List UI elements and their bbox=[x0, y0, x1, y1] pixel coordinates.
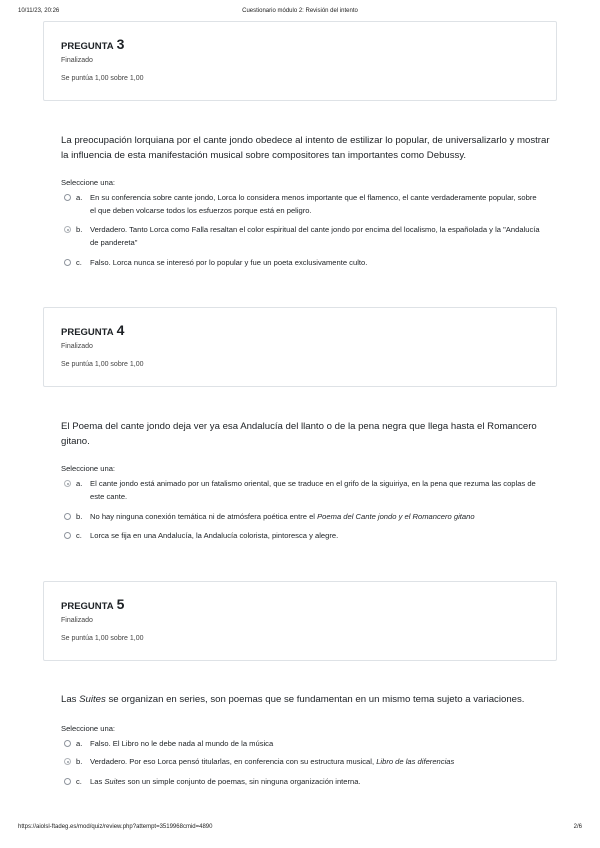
answer-text-italic: Poema del Cante jondo y el Romancero gitano bbox=[317, 512, 475, 521]
answer-prompt: Seleccione una: bbox=[61, 724, 116, 733]
question-number-value: 5 bbox=[116, 596, 125, 612]
radio-button[interactable] bbox=[64, 259, 71, 266]
answer-text bbox=[90, 756, 544, 769]
question-text-part: Las bbox=[61, 694, 80, 705]
answer-prompt: Seleccione una: bbox=[61, 464, 116, 473]
radio-button-selected[interactable] bbox=[64, 226, 71, 233]
question-number-value: 4 bbox=[116, 322, 125, 338]
question-label: PREGUNTA bbox=[61, 41, 114, 52]
radio-button[interactable] bbox=[64, 513, 71, 520]
question-grade: Se puntúa 1,00 sobre 1,00 bbox=[61, 361, 144, 368]
question-grade: Se puntúa 1,00 sobre 1,00 bbox=[61, 75, 144, 82]
question-info-box-3 bbox=[43, 21, 557, 101]
answer-prompt: Seleccione una: bbox=[61, 178, 116, 187]
answer-option-a[interactable] bbox=[64, 192, 544, 217]
question-number bbox=[61, 596, 124, 612]
question-state: Finalizado bbox=[61, 617, 93, 624]
question-text: El Poema del cante jondo deja ver ya esa Andalucía del llanto o de la pena negra que llega hasta el Romancero gitano. bbox=[61, 421, 537, 447]
answer-letter: b. bbox=[76, 225, 83, 234]
answer-text-italic: Suites bbox=[104, 777, 126, 786]
question-number bbox=[61, 36, 124, 52]
answer-text-part: Verdadero. Por eso Lorca pensó titularlas, en conferencia con su estructura musical, bbox=[90, 757, 377, 766]
answer-option-c[interactable] bbox=[64, 530, 544, 543]
question-text-italic: Suites bbox=[79, 694, 106, 705]
answer-letter: a. bbox=[76, 479, 83, 488]
radio-button-selected[interactable] bbox=[64, 758, 71, 765]
radio-button[interactable] bbox=[64, 778, 71, 785]
radio-button[interactable] bbox=[64, 532, 71, 539]
answer-text: El cante jondo está animado por un fatalismo oriental, que se traduce en el grifo de la siguiriya, en la pena que rezuma las coplas de este cante. bbox=[90, 479, 536, 501]
question-label: PREGUNTA bbox=[61, 601, 114, 612]
question-grade: Se puntúa 1,00 sobre 1,00 bbox=[61, 635, 144, 642]
question-number-value: 3 bbox=[116, 36, 125, 52]
radio-button[interactable] bbox=[64, 740, 71, 747]
answer-letter: c. bbox=[76, 531, 82, 540]
answer-option-a[interactable] bbox=[64, 738, 544, 751]
question-state: Finalizado bbox=[61, 343, 93, 350]
print-footer bbox=[18, 824, 582, 834]
answer-text-part: No hay ninguna conexión temática ni de atmósfera poética entre el bbox=[90, 512, 318, 521]
answer-text bbox=[90, 776, 544, 789]
answer-letter: a. bbox=[76, 193, 83, 202]
print-page-number: 2/6 bbox=[573, 824, 582, 830]
answer-letter: c. bbox=[76, 258, 82, 267]
answer-letter: b. bbox=[76, 512, 83, 521]
question-text bbox=[61, 693, 551, 708]
question-info-box-4 bbox=[43, 307, 557, 387]
answer-text bbox=[90, 511, 544, 524]
answer-text: Falso. Lorca nunca se interesó por lo popular y fue un poeta exclusivamente culto. bbox=[90, 258, 368, 267]
answer-option-b[interactable] bbox=[64, 511, 544, 524]
question-text: La preocupación lorquiana por el cante jondo obedece al intento de estilizar lo popular, de universalizarlo y mostrar la influencia de esta manifestación musical sobre compositores tan importantes como Debussy. bbox=[61, 135, 550, 161]
answer-option-a[interactable] bbox=[64, 478, 544, 503]
answer-option-c[interactable] bbox=[64, 257, 544, 270]
radio-button-selected[interactable] bbox=[64, 480, 71, 487]
question-text-part: se organizan en series, son poemas que se fundamentan en un mismo tema sujeto a variaciones. bbox=[105, 694, 525, 705]
question-number bbox=[61, 322, 124, 338]
answer-text-italic: Libro de las diferencias bbox=[376, 757, 455, 766]
answer-letter: c. bbox=[76, 777, 82, 786]
answer-text-part: son un simple conjunto de poemas, sin ninguna organización interna. bbox=[125, 777, 361, 786]
answer-text: Verdadero. Tanto Lorca como Falla resaltan el color espiritual del cante jondo por encima del localismo, la españolada y la "Andalucía de pandereta" bbox=[90, 225, 540, 247]
answer-option-b[interactable] bbox=[64, 224, 544, 249]
answer-option-c[interactable] bbox=[64, 776, 544, 789]
print-url: https://aiolsl-ftadeg.es/mod/quiz/review.php?attempt=3519968cmid=4890 bbox=[18, 824, 213, 830]
question-info-box-5 bbox=[43, 581, 557, 661]
radio-button[interactable] bbox=[64, 194, 71, 201]
answer-text-part: Las bbox=[90, 777, 105, 786]
print-title: Cuestionario módulo 2: Revisión del intento bbox=[242, 8, 358, 14]
print-header bbox=[18, 8, 582, 18]
answer-letter: b. bbox=[76, 757, 83, 766]
answer-option-b[interactable] bbox=[64, 756, 544, 769]
print-datetime: 10/11/23, 20:26 bbox=[18, 8, 60, 14]
question-label: PREGUNTA bbox=[61, 327, 114, 338]
answer-text: Falso. El Libro no le debe nada al mundo de la música bbox=[90, 739, 274, 748]
answer-text: En su conferencia sobre cante jondo, Lorca lo considera menos importante que el flamenco, el cante verdaderamente popular, sobre el que deben volcarse todos los esfuerzos porque está en peligro. bbox=[90, 193, 537, 215]
answer-letter: a. bbox=[76, 739, 83, 748]
question-state: Finalizado bbox=[61, 57, 93, 64]
answer-text: Lorca se fija en una Andalucía, la Andalucía colorista, pintoresca y alegre. bbox=[90, 531, 339, 540]
